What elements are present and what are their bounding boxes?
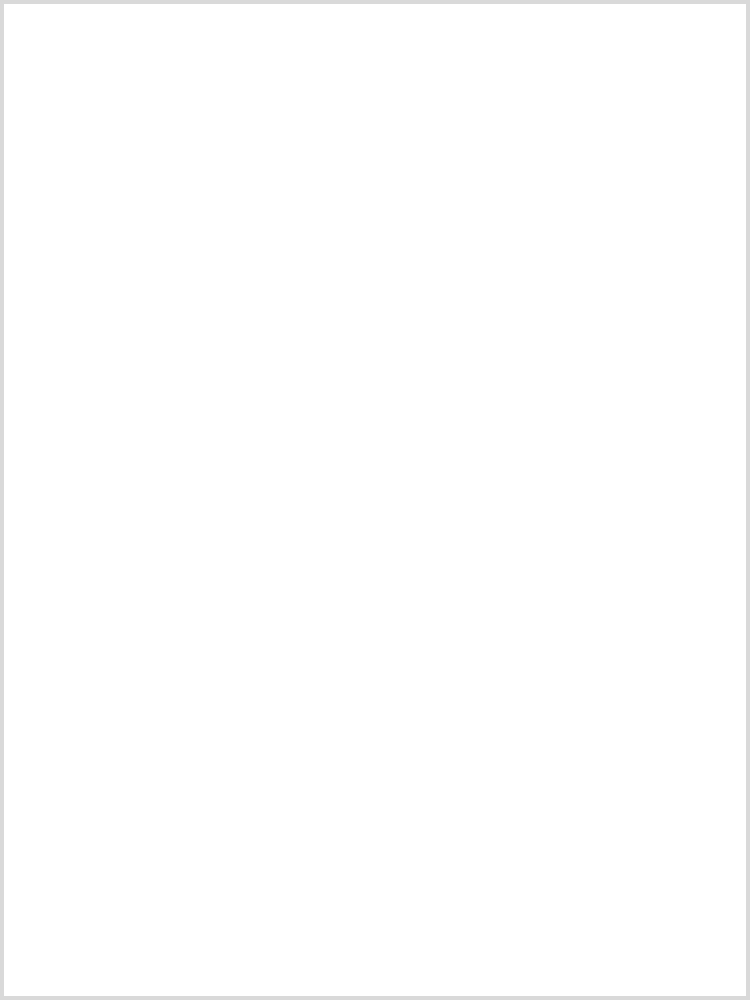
page-footer xyxy=(118,908,144,929)
